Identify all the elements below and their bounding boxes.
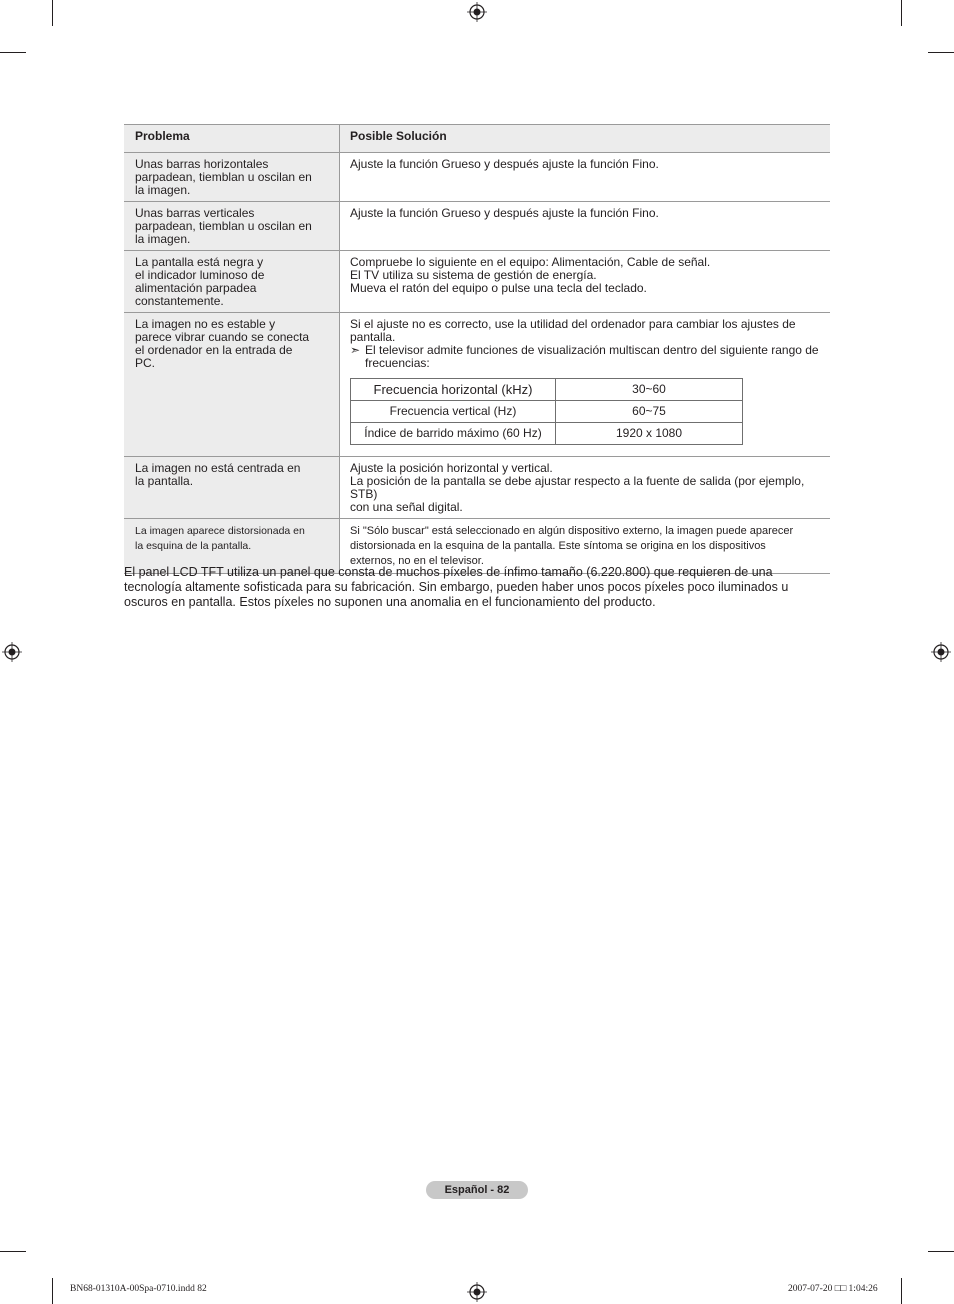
solution-line: con una señal digital. [350, 500, 463, 514]
solution-line: La posición de la pantalla se debe ajustar respecto a la fuente de salida (por ejemplo, STB) [350, 474, 805, 501]
registration-crosshair-icon [2, 642, 22, 662]
paragraph-line: oscuros en pantalla. Estos píxeles no suponen una anomalia en el funcionamiento del producto. [124, 595, 656, 609]
crop-mark-top-left-v [52, 0, 53, 26]
note-text: El televisor admite funciones de visualización multiscan dentro del siguiente rango de [365, 343, 819, 357]
page-number-badge: Español - 82 [426, 1181, 528, 1199]
solution-cell [340, 202, 831, 251]
table-row [124, 457, 830, 519]
registration-crosshair-icon [931, 642, 951, 662]
solution-line: Si el ajuste no es correcto, use la utilidad del ordenador para cambiar los ajustes de [350, 317, 796, 331]
solution-line: pantalla. [350, 330, 396, 344]
frequency-table [350, 378, 743, 445]
crop-mark-bottom-right-v [901, 1278, 902, 1304]
problem-cell [124, 153, 340, 202]
table-row [124, 313, 830, 457]
frequency-label: Frecuencia horizontal (kHz) [351, 379, 556, 401]
problem-line: el indicador luminoso de [135, 268, 265, 282]
problem-line: Unas barras horizontales [135, 157, 269, 171]
table-row [124, 251, 830, 313]
print-slug-file: BN68-01310A-00Spa-0710.indd 82 [70, 1284, 207, 1294]
problem-line: La imagen no es estable y [135, 317, 276, 331]
solution-line: Ajuste la posición horizontal y vertical. [350, 461, 553, 475]
frequency-row [351, 379, 743, 401]
problem-line: la imagen. [135, 183, 191, 197]
problem-line: La imagen aparece distorsionada en [135, 525, 305, 537]
table-row [124, 153, 830, 202]
frequency-label: Frecuencia vertical (Hz) [351, 401, 556, 423]
table-header-row [124, 125, 830, 153]
problem-line: PC. [135, 356, 156, 370]
problem-line: la imagen. [135, 232, 191, 246]
solution-line: Ajuste la función Grueso y después ajuste la función Fino. [350, 206, 659, 220]
lcd-panel-note [124, 565, 830, 610]
problem-line: parece vibrar cuando se conecta [135, 330, 310, 344]
solution-line: Ajuste la función Grueso y después ajuste la función Fino. [350, 157, 659, 171]
solution-line: externos, no en el televisor. [350, 555, 484, 567]
problem-line: La imagen no está centrada en [135, 461, 301, 475]
solution-cell [340, 153, 831, 202]
solution-line: Compruebe lo siguiente en el equipo: Alimentación, Cable de señal. [350, 255, 711, 269]
solution-cell [340, 251, 831, 313]
frequency-row [351, 401, 743, 423]
solution-cell [340, 457, 831, 519]
table-row [124, 202, 830, 251]
frequency-value: 30~60 [556, 379, 743, 401]
frequency-value: 60~75 [556, 401, 743, 423]
registration-crosshair-icon [467, 2, 487, 22]
crop-mark-top-right-h [928, 52, 954, 53]
frequency-value: 1920 x 1080 [556, 423, 743, 445]
problem-line: parpadean, tiemblan u oscilan en [135, 219, 312, 233]
registration-crosshair-icon [467, 1282, 487, 1302]
print-slug-datetime: 2007-07-20 □□ 1:04:26 [788, 1284, 878, 1294]
crop-mark-bottom-right-h [928, 1251, 954, 1252]
crop-mark-bottom-left-h [0, 1251, 26, 1252]
problem-cell [124, 313, 340, 457]
solution-line: Si "Sólo buscar" está seleccionado en algún dispositivo externo, la imagen puede aparecer [350, 525, 794, 537]
problem-cell [124, 251, 340, 313]
crop-mark-top-right-v [901, 0, 902, 26]
problem-line: alimentación parpadea [135, 281, 257, 295]
problem-line: la pantalla. [135, 474, 194, 488]
problem-line: constantemente. [135, 294, 224, 308]
problem-line: La pantalla está negra y [135, 255, 264, 269]
solution-line: Mueva el ratón del equipo o pulse una tecla del teclado. [350, 281, 647, 295]
problem-cell [124, 202, 340, 251]
column-header-solution: Posible Solución [340, 125, 831, 153]
frequency-row [351, 423, 743, 445]
solution-line: El TV utiliza su sistema de gestión de energía. [350, 268, 597, 282]
problem-line: Unas barras verticales [135, 206, 255, 220]
frequency-label: Índice de barrido máximo (60 Hz) [351, 423, 556, 445]
column-header-problem: Problema [124, 125, 340, 153]
paragraph-line: tecnología altamente sofisticada para su fabricación. Sin embargo, pueden haber unos pocos píxeles poco iluminados u [124, 580, 789, 594]
crop-mark-bottom-left-v [52, 1278, 53, 1304]
note-arrow-icon: ➣ [350, 343, 361, 357]
problem-line: el ordenador en la entrada de [135, 343, 293, 357]
paragraph-line: El panel LCD TFT utiliza un panel que consta de muchos píxeles de ínfimo tamaño (6.220.800) que requieren de una [124, 565, 773, 579]
problem-cell [124, 457, 340, 519]
solution-cell [340, 313, 831, 457]
troubleshooting-table [124, 124, 830, 574]
problem-line: la esquina de la pantalla. [135, 540, 252, 552]
crop-mark-top-left-h [0, 52, 26, 53]
problem-line: parpadean, tiemblan u oscilan en [135, 170, 312, 184]
solution-line: distorsionada en la esquina de la pantalla. Este síntoma se origina en los dispositivos [350, 540, 766, 552]
note-continuation: frecuencias: [365, 356, 430, 370]
